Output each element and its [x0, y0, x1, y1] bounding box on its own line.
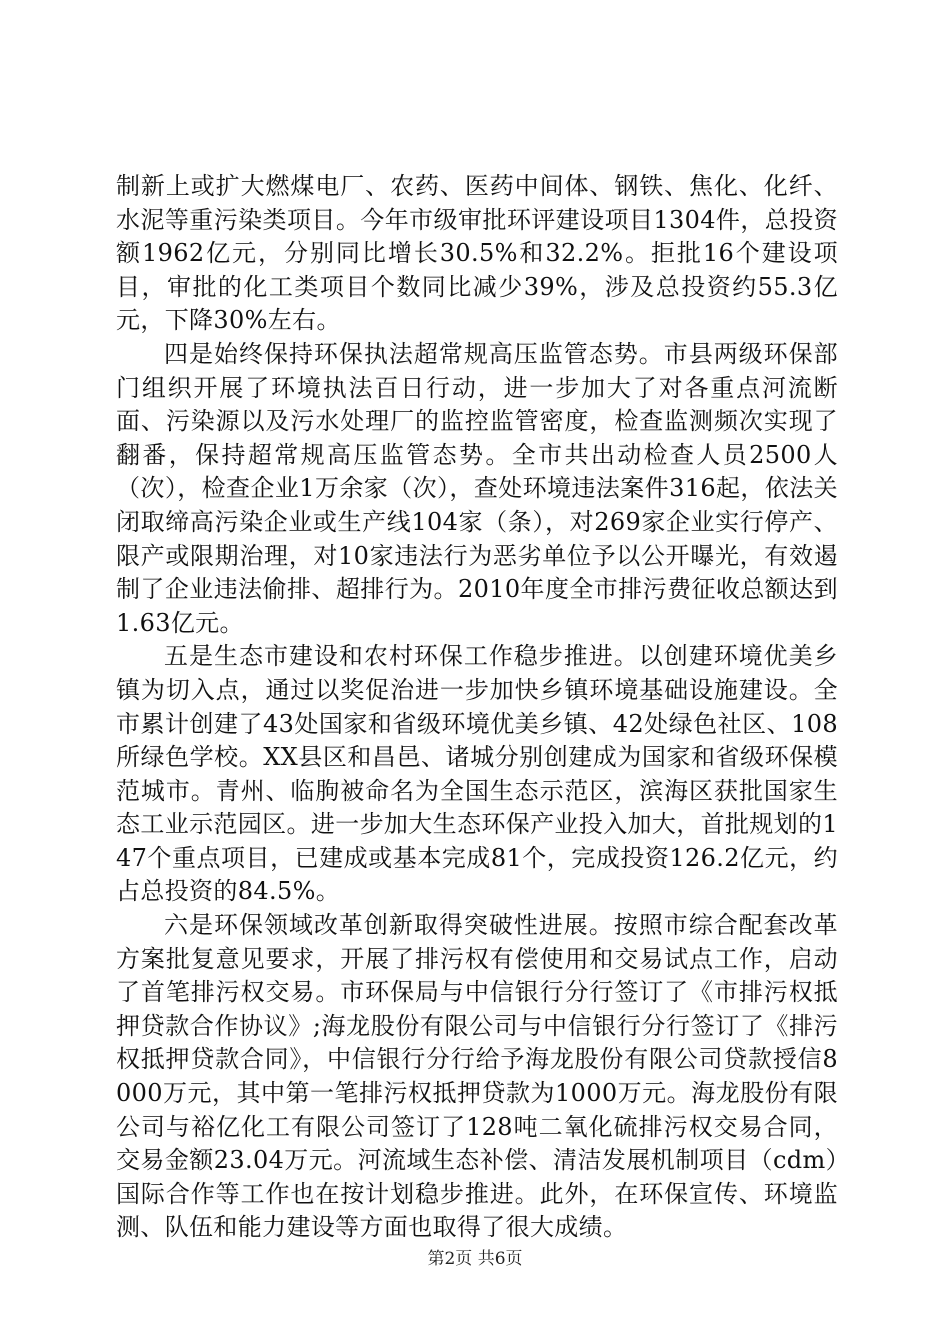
paragraph-reform-innovation: 六是环保领域改革创新取得突破性进展。按照市综合配套改革方案批复意见要求，开展了排污权有偿使用和交易试点工作，启动了首笔排污权交易。市环保局与中信银行分行签订了《市排污权抵押贷款合作协议》;海龙股份有限公司与中信银行分行签订了《排污权抵押贷款合同》，中信银行分行给予海龙股份有限公司贷款授信8000万元，其中第一笔排污权抵押贷款为1000万元。海龙股份有限公司与裕亿化工有限公司签订了128吨二氧化硫排污权交易合同，交易金额23.04万元。河流域生态补偿、清洁发展机制项目（cdm）国际合作等工作也在按计划稳步推进。此外，在环保宣传、环境监测、队伍和能力建设等方面也取得了很大成绩。 [116, 911, 838, 1242]
document-body [116, 170, 838, 1245]
paragraph-approval-summary: 制新上或扩大燃煤电厂、农药、医药中间体、钢铁、焦化、化纤、水泥等重污染类项目。今年市级审批环评建设项目1304件，总投资额1962亿元，分别同比增长30.5%和32.2%。拒批16个建设项目，审批的化工类项目个数同比减少39%，涉及总投资约55.3亿元，下降30%左右。 [116, 172, 838, 335]
page-number-footer: 第2页 共6页 [427, 1249, 523, 1269]
paragraph-ecological-city: 五是生态市建设和农村环保工作稳步推进。以创建环境优美乡镇为切入点，通过以奖促治进一步加快乡镇环境基础设施建设。全市累计创建了43处国家和省级环境优美乡镇、42处绿色社区、108所绿色学校。XX县区和昌邑、诸城分别创建成为国家和省级环保模范城市。青州、临朐被命名为全国生态示范区，滨海区获批国家生态工业示范园区。进一步加大生态环保产业投入加大，首批规划的147个重点项目，已建成或基本完成81个，完成投资126.2亿元，约占总投资的84.5%。 [116, 642, 838, 906]
paragraph-enforcement: 四是始终保持环保执法超常规高压监管态势。市县两级环保部门组织开展了环境执法百日行动，进一步加大了对各重点河流断面、污染源以及污水处理厂的监控监管密度，检查监测频次实现了翻番，保持超常规高压监管态势。全市共出动检查人员2500人（次），检查企业1万余家（次），查处环境违法案件316起，依法关闭取缔高污染企业或生产线104家（条），对269家企业实行停产、限产或限期治理，对10家违法行为恶劣单位予以公开曝光，有效遏制了企业违法偷排、超排行为。2010年度全市排污费征收总额达到1.63亿元。 [116, 339, 838, 637]
